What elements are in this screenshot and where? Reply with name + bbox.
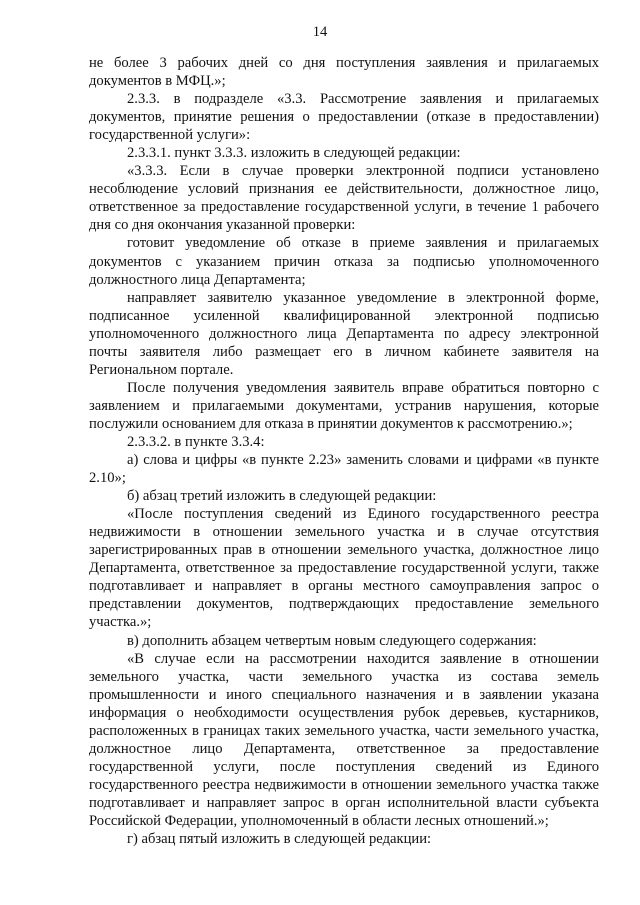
page-number: 14 [312, 24, 328, 40]
paragraph-2-3-3-1: 2.3.3.1. пункт 3.3.3. изложить в следующей редакции: [127, 145, 461, 162]
paragraph-2-3-3-2: 2.3.3.2. в пункте 3.3.4: [127, 433, 265, 450]
paragraph-item-b-text: «После поступления сведений из Единого государственного реестра недвижимости в отношении земельного участка и в случае отсутствия зарегистрированных прав в отношении земельного участка, должностное лицо Департамента, ответственное за предоставление государственной услуги, также подготавливает и направляет в органы местного самоуправления запрос о представлении документов, подтверждающих предоставление земельного участка.»; [89, 506, 599, 631]
paragraph-item-a: а) слова и цифры «в пункте 2.23» заменить словами и цифрами «в пункте 2.10»; [89, 452, 599, 487]
paragraph-item-g: г) абзац пятый изложить в следующей редакции: [127, 831, 432, 848]
paragraph-2-3-3: 2.3.3. в подразделе «3.3. Рассмотрение заявления и прилагаемых документов, принятие решения о предоставлении (отказе в предоставлении) государственной услуги»: [89, 91, 599, 144]
paragraph-3-3-3: «3.3.3. Если в случае проверки электронной подписи установлено несоблюдение условий признания ее действительности, должностное лицо, ответственное за предоставление государственной услуги, в течение 1 рабочего дня со дня окончания указанной проверки: [89, 163, 599, 234]
document-body [89, 54, 599, 848]
paragraph-item-v: в) дополнить абзацем четвертым новым следующего содержания: [127, 632, 537, 649]
paragraph-item-b: б) абзац третий изложить в следующей редакции: [127, 488, 437, 505]
paragraph-prepares-notice: готовит уведомление об отказе в приеме заявления и прилагаемых документов с указанием причин отказа за подписью уполномоченного должностного лица Департамента; [89, 235, 599, 288]
paragraph-sends-notice: направляет заявителю указанное уведомление в электронной форме, подписанное усиленной квалифицированной электронной подписью уполномоченного должностного лица Департамента по адресу электронной почты заявителя либо размещает его в личном кабинете заявителя на Региональном портале. [89, 289, 599, 378]
paragraph-item-v-text: «В случае если на рассмотрении находится заявление в отношении земельного участка, части земельного участка из состава земель промышленности и иного специального назначения и в заявлении указана информация о необходимости осуществления рубок деревьев, кустарников, расположенных в границах таких земельного участка, части земельного участка, должностное лицо Департамента, ответственное за предоставление государственной услуги, после поступления сведений из Единого государственного реестра недвижимости в отношении земельного участка также подготавливает и направляет запрос в орган исполнительной власти субъекта Российской Федерации, уполномоченный в области лесных отношений.»; [89, 650, 599, 829]
paragraph-after-notice: После получения уведомления заявитель вправе обратиться повторно с заявлением и прилагаемыми документами, устранив нарушения, которые послужили основанием для отказа в принятии документов к рассмотрению.»; [89, 379, 599, 432]
paragraph-continuation: не более 3 рабочих дней со дня поступления заявления и прилагаемых документов в МФЦ.»; [89, 55, 599, 90]
